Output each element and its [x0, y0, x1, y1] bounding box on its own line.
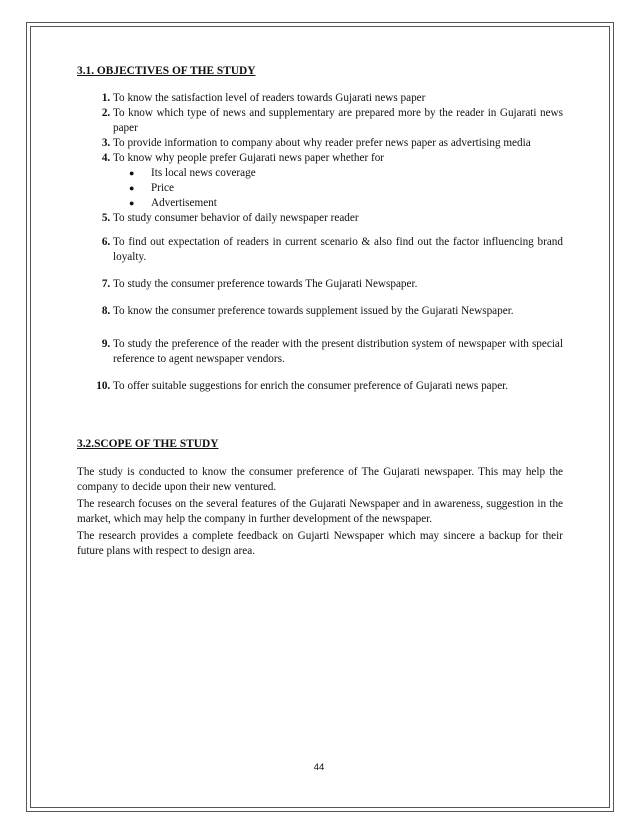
scope-heading: 3.2.SCOPE OF THE STUDY — [77, 438, 219, 450]
bullet-icon: ● — [129, 183, 135, 193]
objective-item: 9. To study the preference of the reader with the present distribution system of newspaper with special reference to agent newspaper vendors. — [113, 337, 563, 367]
page-content — [77, 64, 563, 559]
sub-list-item: ● Price — [129, 182, 174, 194]
scope-paragraph: The study is conducted to know the consumer preference of The Gujarati newspaper. This may help the company to decide upon their new ventured. — [77, 466, 563, 493]
bullet-icon: ● — [129, 168, 135, 178]
scope-paragraph: The research provides a complete feedback on Gujarti Newspaper which may sincere a backup for their future plans with respect to design area. — [77, 530, 563, 557]
objective-item: 10. To offer suitable suggestions for enrich the consumer preference of Gujarati news paper. — [113, 379, 563, 394]
objective-sub-list — [113, 166, 563, 211]
scope-paragraph: The research focuses on the several features of the Gujarati Newspaper and in awareness, suggestion in the market, which may help the company in further development of the newspaper. — [77, 498, 563, 525]
objective-item: 5. To study consumer behavior of daily newspaper reader — [113, 211, 563, 226]
bullet-icon: ● — [129, 198, 135, 208]
objective-item: 3. To provide information to company about why reader prefer news paper as advertising media — [113, 136, 563, 151]
objective-item: 4. To know why people prefer Gujarati news paper whether for ● Its local news coverage ● Price ● Advertisement — [113, 151, 563, 211]
objective-item: 1. To know the satisfaction level of readers towards Gujarati news paper — [113, 91, 563, 106]
page-number: 44 — [313, 762, 325, 773]
objectives-list — [77, 91, 563, 394]
sub-list-item: ● Advertisement — [129, 197, 217, 209]
objective-item: 2. To know which type of news and supplementary are prepared more by the reader in Gujarati news paper — [113, 106, 563, 136]
objectives-heading: 3.1. OBJECTIVES OF THE STUDY — [77, 65, 256, 77]
objective-item: 8. To know the consumer preference towards supplement issued by the Gujarati Newspaper. — [113, 304, 563, 319]
objective-item: 7. To study the consumer preference towards The Gujarati Newspaper. — [113, 277, 563, 292]
sub-list-item: ● Its local news coverage — [129, 167, 256, 179]
objective-item: 6. To find out expectation of readers in current scenario & also find out the factor influencing brand loyalty. — [113, 235, 563, 265]
